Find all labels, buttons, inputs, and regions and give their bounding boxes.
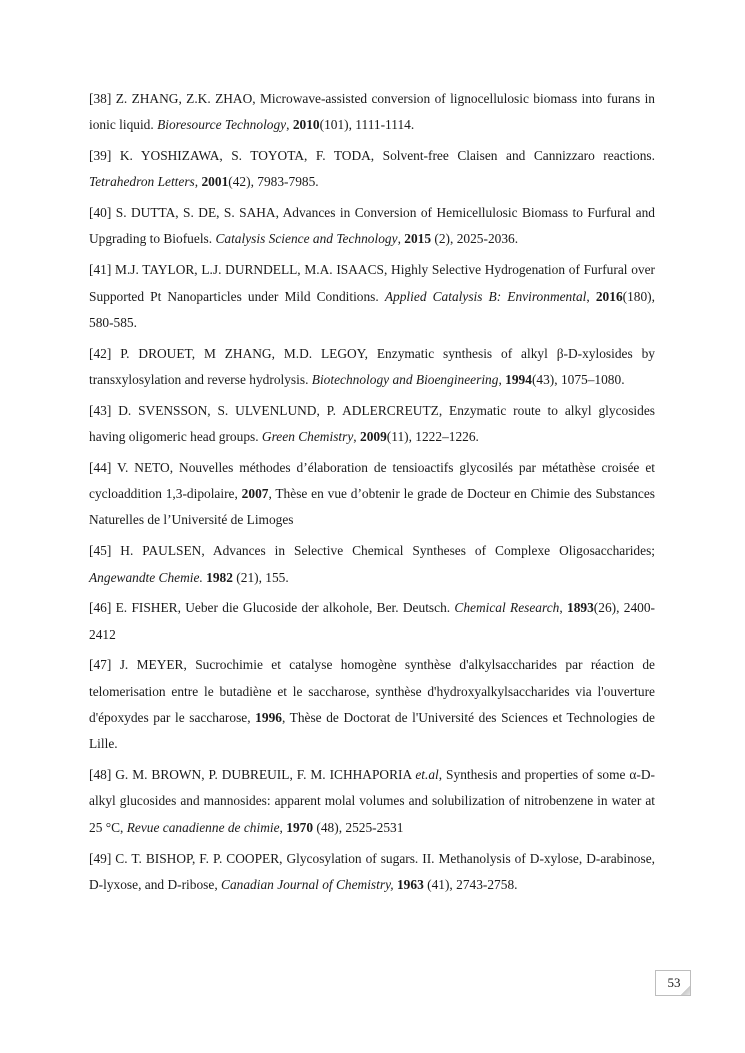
journal-name: Angewandte Chemie.	[89, 569, 203, 585]
page-number-box	[655, 970, 691, 996]
journal-name: Tetrahedron Letters	[89, 174, 195, 190]
journal-name: Green Chemistry	[261, 429, 354, 445]
page-number: 53	[667, 975, 681, 990]
publication-year: 2015	[404, 231, 432, 247]
reference-38: [38] Z. ZHANG, Z.K. ZHAO, Microwave-assisted conversion of lignocellulosic biomass into furans in ionic liquid. Bioresource Technology, 2010(101), 1111-1114.	[89, 91, 655, 133]
reference-48: [48] G. M. BROWN, P. DUBREUIL, F. M. ICHHAPORIA et.al, Synthesis and properties of some α-D-alkyl glucosides and mannosides: apparent molal volumes and solubilization of nitrobenzene in water at 25 °C, Revue canadienne de chimie, 1970 (48), 2525-2531	[89, 767, 655, 835]
reference-44: [44] V. NETO, Nouvelles méthodes d’élaboration de tensioactifs glycosilés par métathèse croisée et cycloaddition 1,3-dipolaire, 2007, Thèse en vue d’obtenir le grade de Docteur en Chimie des Substances Naturelles de l’Université de Limoges	[89, 459, 655, 528]
publication-year: 1982	[206, 569, 233, 585]
journal-name: Applied Catalysis B: Environmental	[384, 288, 587, 304]
publication-year: 1893	[567, 600, 594, 616]
publication-year: 2010	[292, 117, 320, 133]
reference-45: [45] H. PAULSEN, Advances in Selective Chemical Syntheses of Complexe Oligosaccharides; Angewandte Chemie. 1982 (21), 155.	[89, 543, 655, 585]
journal-name: Canadian Journal of Chemistry,	[221, 876, 394, 892]
publication-year: 1994	[505, 371, 532, 387]
publication-year: 2016	[595, 288, 623, 304]
publication-year: 1996	[255, 710, 282, 726]
journal-name: Catalysis Science and Technology	[215, 231, 398, 247]
page-curl-icon	[681, 986, 690, 995]
publication-year: 2009	[360, 429, 387, 445]
journal-name: Revue canadienne de chimie	[126, 819, 280, 835]
reference-47: [47] J. MEYER, Sucrochimie et catalyse homogène synthèse d'alkylsaccharides par réaction de telomerisation entre le butadiène et le saccharose, synthèse d'hydroxyalkylsaccharides via l'ouverture d'époxydes par le saccharose, 1996, Thèse de Doctorat de l'Université des Sciences et Technologies de Lille.	[89, 657, 655, 752]
reference-39: [39] K. YOSHIZAWA, S. TOYOTA, F. TODA, Solvent-free Claisen and Cannizzaro reactions. Tetrahedron Letters, 2001(42), 7983-7985.	[89, 148, 655, 190]
reference-41: [41] M.J. TAYLOR, L.J. DURNDELL, M.A. ISAACS, Highly Selective Hydrogenation of Furfural over Supported Pt Nanoparticles under Mild Conditions. Applied Catalysis B: Environmental, 2016(180), 580-585.	[89, 262, 655, 330]
reference-46: [46] E. FISHER, Ueber die Glucoside der alkohole, Ber. Deutsch. Chemical Research, 1893(26), 2400-2412	[89, 600, 655, 642]
reference-list	[89, 86, 655, 903]
reference-49: [49] C. T. BISHOP, F. P. COOPER, Glycosylation of sugars. II. Methanolysis of D-xylose, D-arabinose, D-lyxose, and D-ribose, Canadian Journal of Chemistry, 1963 (41), 2743-2758.	[89, 850, 655, 892]
reference-42: [42] P. DROUET, M ZHANG, M.D. LEGOY, Enzymatic synthesis of alkyl β-D-xylosides by transxylosylation and reverse hydrolysis. Biotechnology and Bioengineering, 1994(43), 1075–1080.	[89, 345, 655, 387]
publication-year: 1963	[396, 876, 424, 892]
reference-40: [40] S. DUTTA, S. DE, S. SAHA, Advances in Conversion of Hemicellulosic Biomass to Furfural and Upgrading to Biofuels. Catalysis Science and Technology, 2015 (2), 2025-2036.	[89, 205, 655, 247]
reference-43: [43] D. SVENSSON, S. ULVENLUND, P. ADLERCREUTZ, Enzymatic route to alkyl glycosides having oligomeric head groups. Green Chemistry, 2009(11), 1222–1226.	[89, 402, 655, 445]
journal-name: Biotechnology and Bioengineering	[311, 371, 499, 387]
publication-year: 2007	[241, 486, 269, 502]
publication-year: 1970	[286, 819, 314, 835]
et-al: et.al	[415, 767, 439, 783]
journal-name: Bioresource Technology	[157, 117, 287, 133]
journal-name: Chemical Research	[454, 600, 560, 616]
publication-year: 2001	[201, 174, 229, 190]
